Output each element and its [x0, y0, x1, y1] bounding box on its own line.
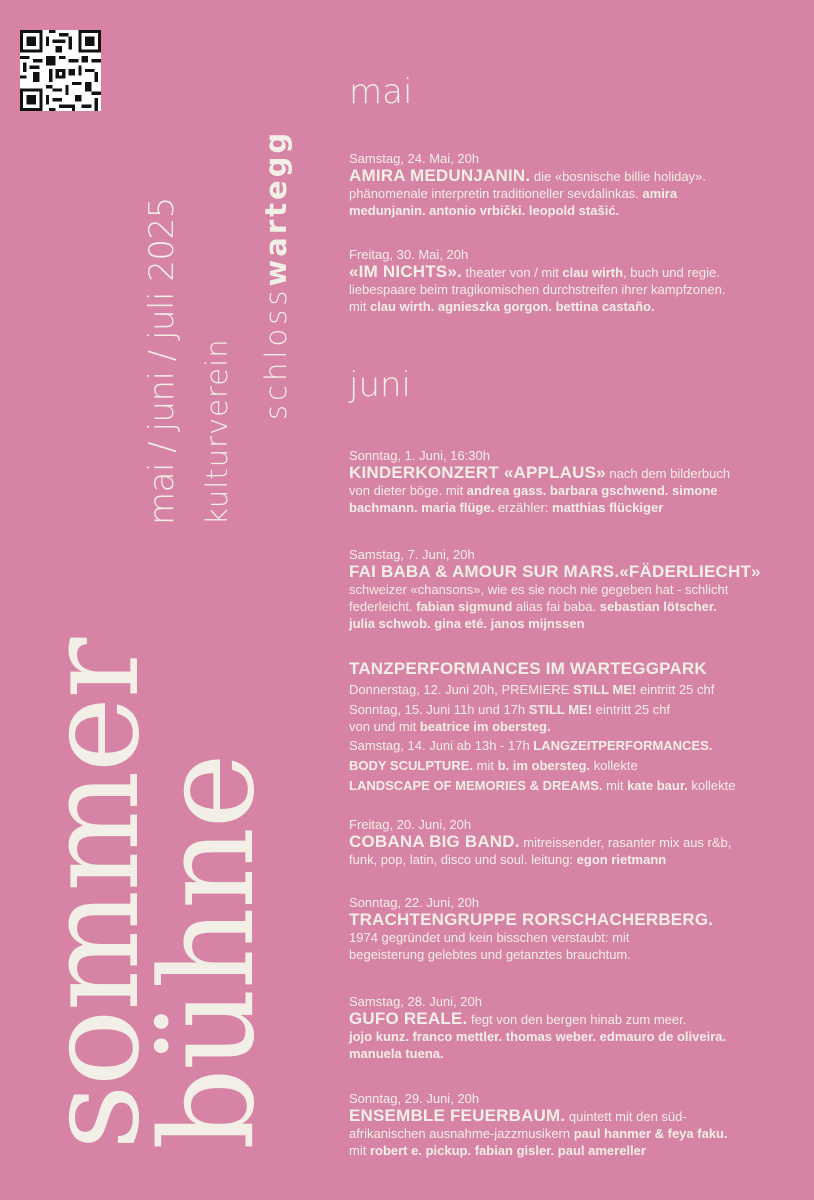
- event-text: mit: [349, 1143, 370, 1158]
- event-text: begeisterung gelebtes und getanztes brauchtum.: [349, 947, 631, 962]
- event-date: Samstag, 7. Juni, 20h: [349, 547, 475, 562]
- event-text: Sonntag, 15. Juni 11h und 17h: [349, 702, 529, 717]
- event-text: erzähler:: [494, 500, 553, 515]
- event-performers: beatrice im obersteg.: [419, 719, 551, 734]
- event-performers: andrea gass. barbara gschwend. simone: [466, 483, 718, 498]
- event-text: theater von / mit: [461, 265, 563, 280]
- event-performers: paul hanmer & feya faku.: [573, 1126, 728, 1141]
- event-date: Samstag, 24. Mai, 20h: [349, 151, 480, 166]
- event-highlight: LANGZEITPERFORMANCES.: [533, 738, 713, 753]
- event-text: 1974 gegründet und kein bisschen verstaubt: mit: [349, 930, 630, 945]
- event-text: alias fai baba.: [512, 599, 600, 614]
- event-title: FAI BABA & AMOUR SUR MARS.«FÄDERLIECHT»: [349, 562, 761, 581]
- event-date: Freitag, 20. Juni, 20h: [349, 817, 472, 832]
- event-performers: fabian sigmund: [416, 599, 513, 614]
- season-dates: mai / juni / juli 2025: [142, 197, 182, 525]
- event-text: kollekte: [590, 758, 638, 773]
- event-kinderkonzert: [349, 447, 804, 516]
- event-text: mitreissender, rasanter mix aus r&b,: [519, 835, 732, 850]
- event-text: kollekte: [687, 778, 736, 793]
- event-text: mit: [349, 299, 370, 314]
- month-mai: mai: [349, 72, 413, 112]
- event-title: TANZPERFORMANCES IM WARTEGGPARK: [349, 659, 707, 678]
- org-wartegg: wartegg: [259, 129, 293, 287]
- event-text: Samstag, 14. Juni ab 13h - 17h: [349, 738, 534, 753]
- event-performers: clau wirth: [562, 265, 624, 280]
- event-title: «IM NICHTS».: [349, 262, 462, 281]
- event-text: fegt von den bergen hinab zum meer.: [467, 1012, 687, 1027]
- event-text: , buch und regie.: [623, 265, 720, 280]
- event-text: von und mit: [349, 719, 420, 734]
- event-performers: b. im obersteg.: [497, 758, 591, 773]
- event-text: funk, pop, latin, disco und soul. leitung:: [349, 852, 577, 867]
- event-text: phänomenale interpretin traditioneller sevdalinkas.: [349, 186, 643, 201]
- event-text: die «bosnische billie holiday».: [530, 169, 706, 184]
- event-fai-baba: [349, 546, 804, 632]
- event-text: eintritt 25 chf: [592, 702, 671, 717]
- event-text: liebespaare beim tragikomischen durchstreifen ihrer kampfzonen.: [349, 282, 726, 297]
- event-highlight: STILL ME!: [528, 702, 593, 717]
- event-trachtengruppe: [349, 894, 804, 963]
- event-text: Donnerstag, 12. Juni 20h, PREMIERE: [349, 682, 574, 697]
- event-performers: matthias flückiger: [552, 500, 664, 515]
- title-buhne: bühne: [134, 755, 283, 1150]
- event-highlight: BODY SCULPTURE.: [349, 758, 473, 773]
- event-text: quintett mit den süd-: [565, 1109, 687, 1124]
- event-text: nach dem bilderbuch: [605, 466, 731, 481]
- event-text: schweizer «chansons», wie es sie noch nie gegeben hat - schlicht: [349, 582, 729, 597]
- event-performers: egon rietmann: [576, 852, 667, 867]
- org-kulturverein: kulturverein: [200, 338, 234, 525]
- event-text: mit: [473, 758, 498, 773]
- event-text: von dieter böge. mit: [349, 483, 467, 498]
- event-gufo-reale: [349, 993, 804, 1062]
- event-performers: bachmann. maria flüge.: [349, 500, 495, 515]
- event-performers: amira: [642, 186, 678, 201]
- event-highlight: LANDSCAPE OF MEMORIES & DREAMS.: [349, 778, 603, 793]
- event-highlight: STILL ME!: [573, 682, 637, 697]
- org-schloss-wartegg: [259, 129, 293, 420]
- event-title: GUFO REALE.: [349, 1009, 468, 1028]
- event-performers: clau wirth. agnieszka gorgon. bettina castaño.: [369, 299, 655, 314]
- event-title: AMIRA MEDUNJANIN.: [349, 166, 531, 185]
- title-sommer: sommer: [19, 639, 168, 1150]
- event-performers: sebastian lötscher.: [599, 599, 717, 614]
- qr-code-icon[interactable]: [20, 30, 101, 111]
- event-ensemble-feuerbaum: [349, 1090, 804, 1159]
- org-schloss: schloss: [259, 286, 293, 420]
- event-text: eintritt 25 chf: [636, 682, 715, 697]
- event-performers: jojo kunz. franco mettler. thomas weber. edmauro de oliveira.: [349, 1029, 727, 1044]
- event-performers: kate baur.: [627, 778, 688, 793]
- event-title: KINDERKONZERT «APPLAUS»: [349, 463, 606, 482]
- event-title: COBANA BIG BAND.: [349, 832, 520, 851]
- event-performers: medunjanin. antonio vrbički. leopold stašić.: [349, 203, 620, 218]
- event-performers: manuela tuena.: [349, 1046, 444, 1061]
- event-date: Sonntag, 1. Juni, 16:30h: [349, 448, 490, 463]
- event-date: Sonntag, 29. Juni, 20h: [349, 1091, 480, 1106]
- event-im-nichts: [349, 246, 804, 315]
- event-date: Sonntag, 22. Juni, 20h: [349, 895, 480, 910]
- event-title: ENSEMBLE FEUERBAUM.: [349, 1106, 566, 1125]
- event-text: federleicht.: [349, 599, 417, 614]
- event-title: TRACHTENGRUPPE RORSCHACHERBERG.: [349, 910, 714, 929]
- event-performers: robert e. pickup. fabian gisler. paul amereller: [369, 1143, 646, 1158]
- event-tanzperformances: [349, 660, 804, 794]
- event-text: afrikanischen ausnahme-jazzmusikern: [349, 1126, 574, 1141]
- event-cobana-big-band: [349, 816, 804, 868]
- event-date: Samstag, 28. Juni, 20h: [349, 994, 482, 1009]
- event-performers: julia schwob. gina eté. janos mijnssen: [349, 616, 585, 631]
- month-juni: juni: [349, 365, 411, 405]
- event-text: mit: [602, 778, 628, 793]
- event-date: Freitag, 30. Mai, 20h: [349, 247, 469, 262]
- event-amira-medunjanin: [349, 150, 804, 219]
